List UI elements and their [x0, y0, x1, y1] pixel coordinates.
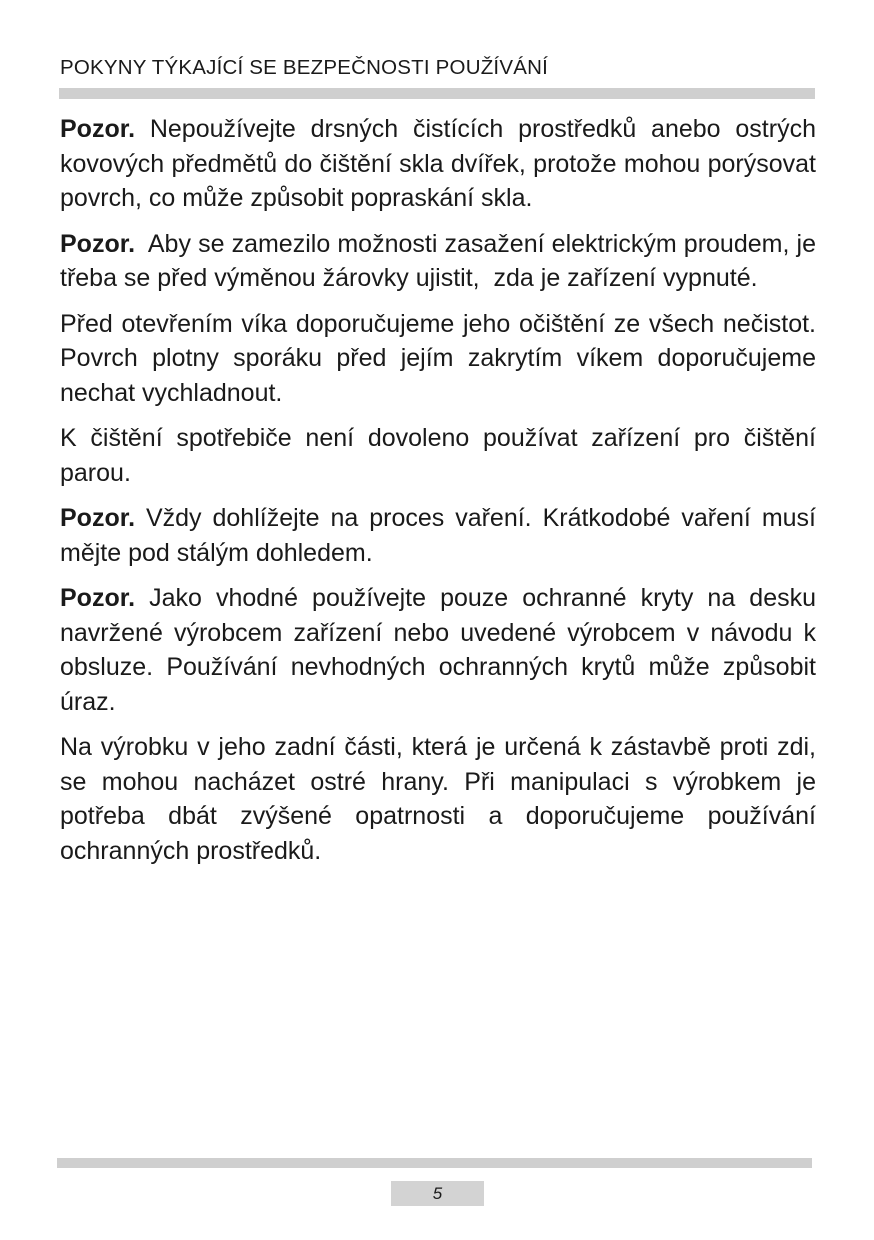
warning-label: Pozor. — [60, 229, 136, 258]
page-header-title: POKYNY TÝKAJÍCÍ SE BEZPEČNOSTI POUŽÍVÁNÍ — [60, 56, 548, 79]
paragraph-1 — [60, 112, 816, 216]
header-divider — [59, 88, 815, 99]
safety-instructions-body — [60, 112, 823, 879]
warning-label: Pozor. — [60, 115, 136, 143]
footer-divider — [57, 1158, 812, 1168]
paragraph-5 — [60, 501, 816, 570]
paragraph-6 — [60, 581, 816, 719]
warning-label: Pozor. — [60, 584, 136, 612]
paragraph-7 — [60, 730, 816, 868]
paragraph-text: Na výrobku v jeho zadní části, která je určená k zástavbě proti zdi, se mohou nacházet ostré hrany. Při manipulaci s výrobkem je potřeba dbát zvýšené opatrnosti a doporučujeme používání ochranných prostředků. — [60, 733, 816, 865]
warning-label: Pozor. — [60, 504, 136, 532]
paragraph-2 — [60, 227, 823, 296]
page-number: 5 — [391, 1181, 484, 1206]
paragraph-3 — [60, 307, 816, 411]
paragraph-text: Nepoužívejte drsných čistících prostředků anebo ostrých kovových předmětů do čištění skla dvířek, protože mohou porýsovat povrch, co může způsobit popraskání skla. — [60, 115, 816, 212]
paragraph-text: Vždy dohlížejte na proces vaření. Krátkodobé vaření musí mějte pod stálým dohledem. — [60, 504, 816, 567]
paragraph-text: Jako vhodné používejte pouze ochranné kryty na desku navržené výrobcem zařízení nebo uvedené výrobcem v návodu k obsluze. Používání nevhodných ochranných krytů může způsobit úraz. — [60, 584, 816, 716]
paragraph-text: Aby se zamezilo možnosti zasažení elektrickým proudem, je třeba se před výměnou žárovky ujistit, zda je zařízení vypnuté. — [60, 229, 823, 292]
paragraph-text: K čištění spotřebiče není dovoleno používat zařízení pro čištění parou. — [60, 424, 816, 487]
paragraph-4 — [60, 421, 816, 490]
paragraph-text: Před otevřením víka doporučujeme jeho očištění ze všech nečistot. Povrch plotny sporáku před jejím zakrytím víkem doporučujeme nechat vychladnout. — [60, 309, 816, 407]
